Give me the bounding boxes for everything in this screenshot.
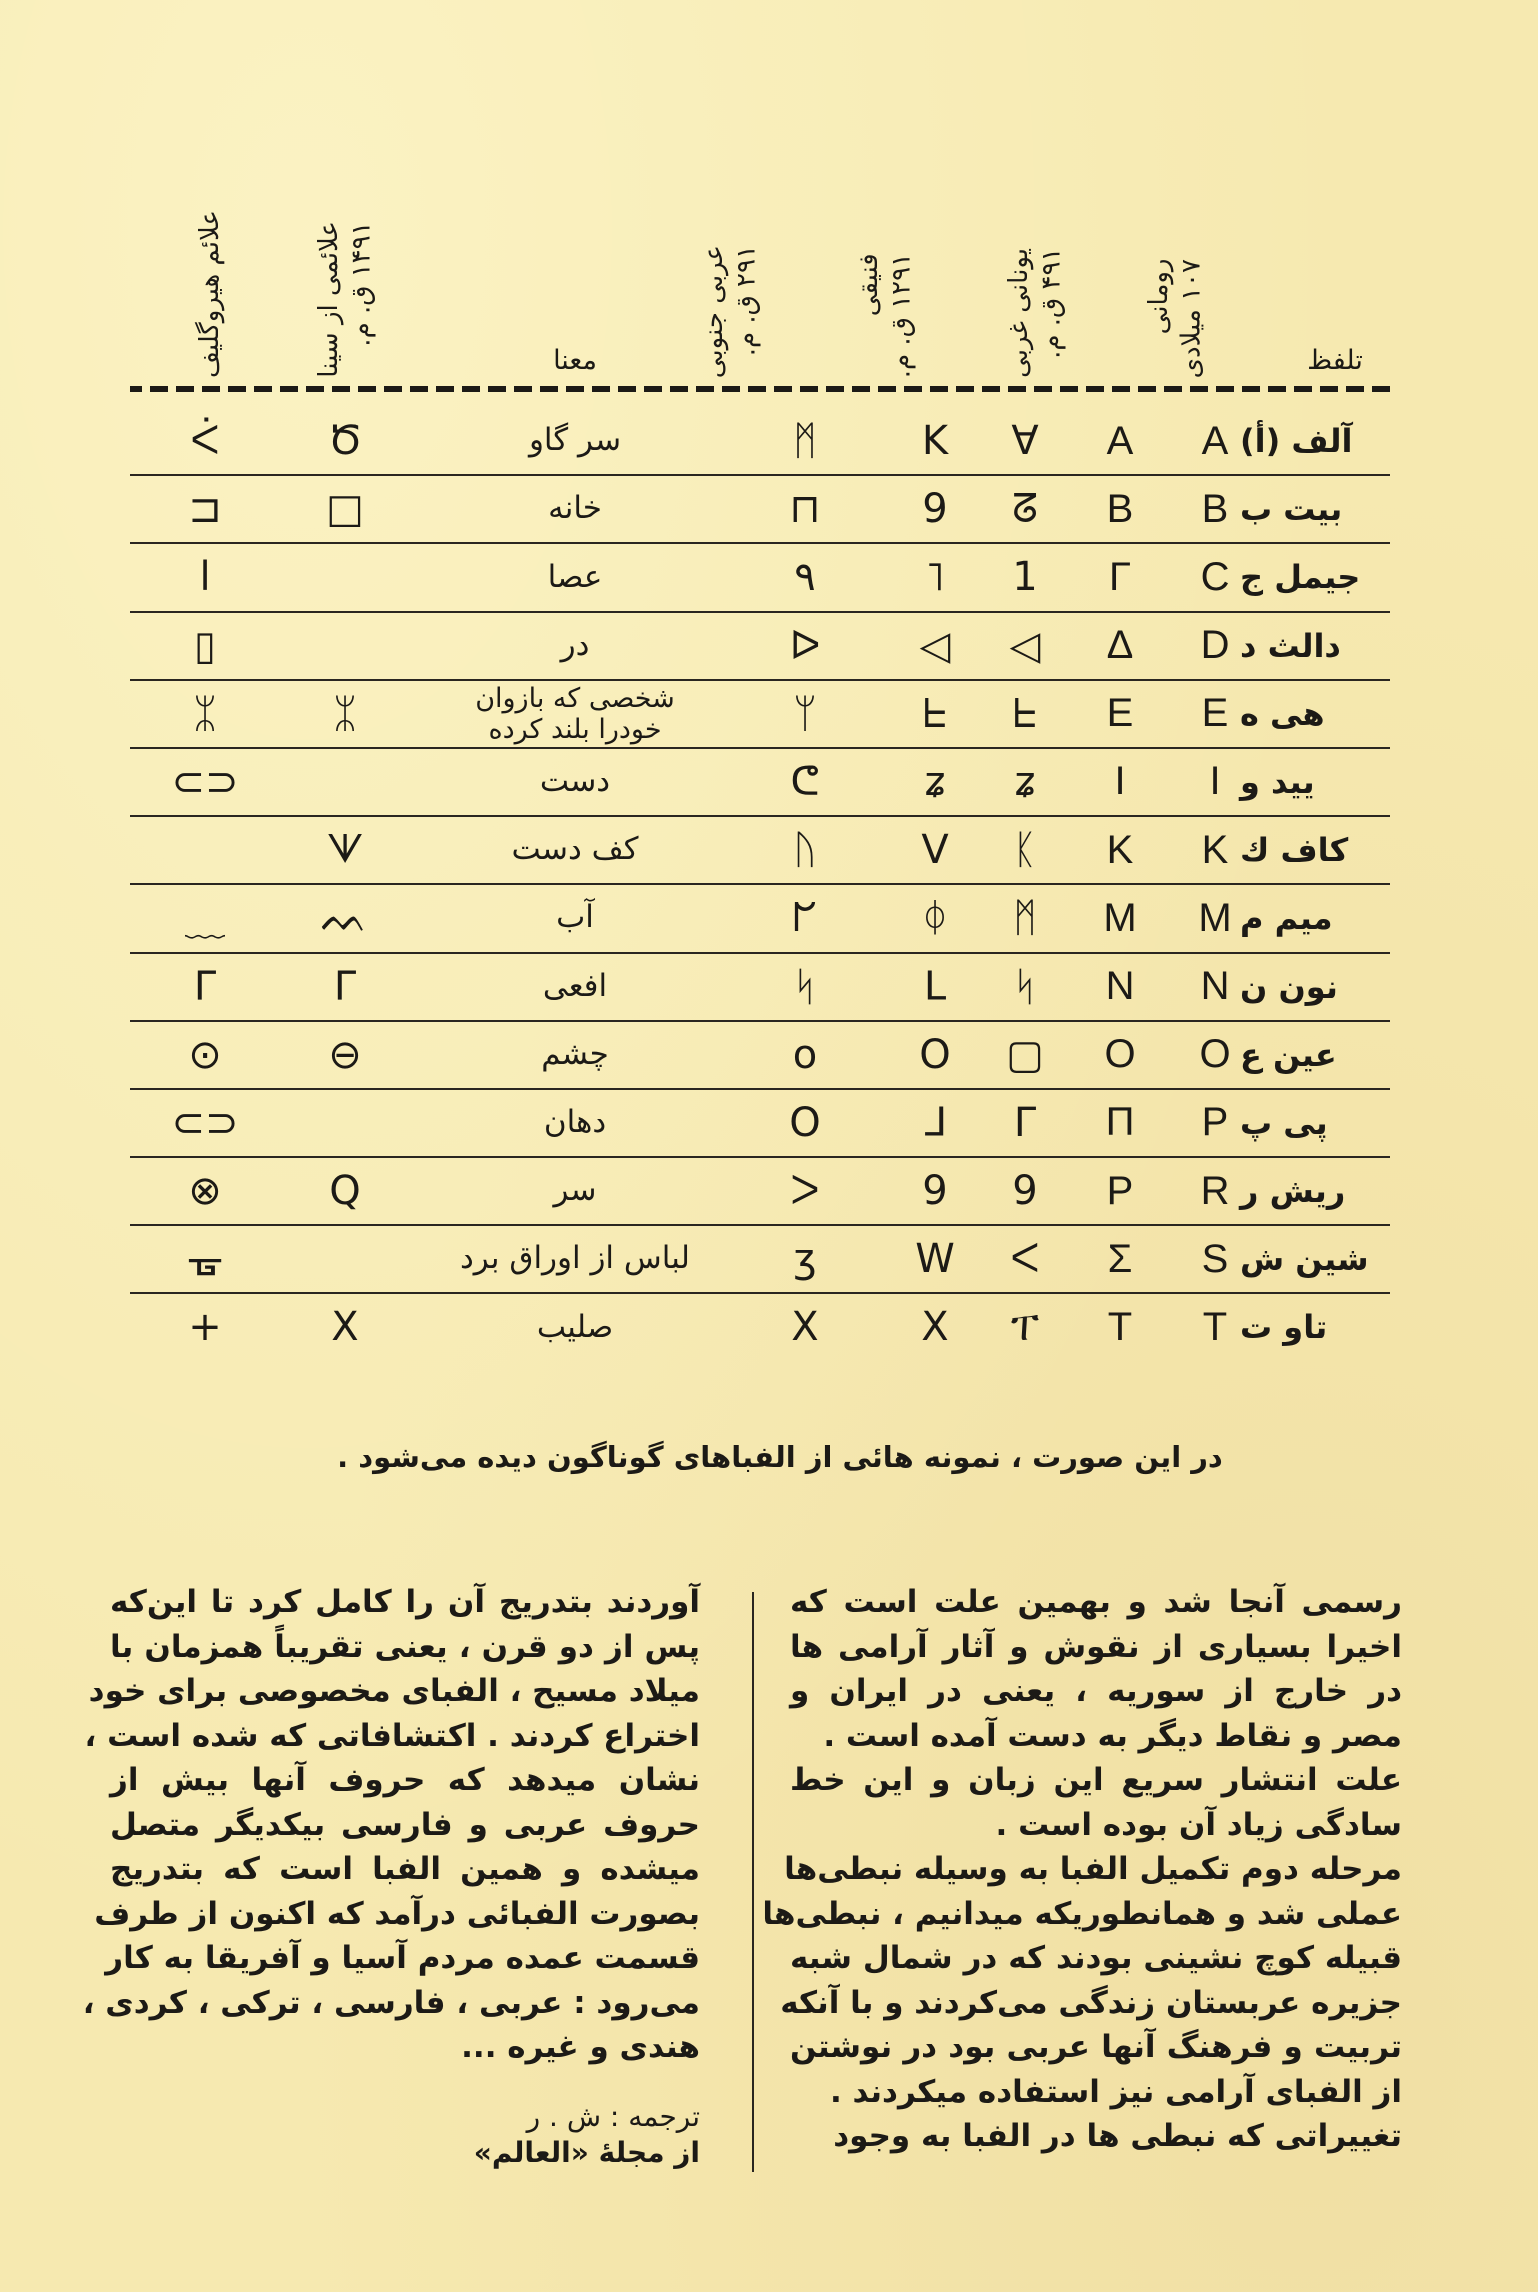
south-arabian-cell: ᖸ (792, 895, 818, 942)
article-column-left (82, 1580, 700, 2070)
hieroglyph-cell: ᒥ (193, 963, 217, 1010)
alphabet-table (130, 160, 1390, 1400)
meaning-cell: شخصی که بازوان خودرا بلند کرده (475, 682, 675, 745)
letter-name-cell: ریش ر (1240, 1172, 1346, 1211)
text-line: اخیرا بسیاری از نقوش و آثار آرامی ها (790, 1628, 1402, 1665)
text-line: از الفبای آرامی نیز استفاده میکردند . (829, 2073, 1402, 2110)
meaning-cell: در (560, 626, 590, 663)
hieroglyph-cell: ᛯ (193, 690, 217, 737)
roman-cell: I (1209, 759, 1221, 804)
header-phoenician-label: فنیقی ۱۲۹۱ ق. م. (853, 252, 916, 378)
greek-cell: K (1106, 827, 1134, 872)
meaning-cell: سر گاو (528, 422, 622, 459)
phoenician-cell: ᒪ (923, 963, 947, 1010)
meaning-cell: افعی (542, 967, 608, 1004)
table-row (130, 476, 1390, 544)
letter-name-cell: هی ه (1240, 694, 1325, 733)
text-line: در خارج از سوریه ، یعنی در ایران و (790, 1673, 1402, 1709)
greek-cell: A (1106, 418, 1134, 463)
header-greek-label: یونانی غربی ۴۹۱ ق. م. (1003, 248, 1066, 378)
phoenician-cell: W (915, 1236, 955, 1283)
south-arabian-cell: ᚢ (793, 827, 817, 874)
south-arabian-cell: ᛗ (793, 418, 817, 464)
roman-cell: O (1199, 1032, 1231, 1077)
text-line: بصورت الفبائی درآمد که اکنون از طرف (94, 1895, 700, 1932)
sinai-cell: X (331, 1304, 359, 1351)
hieroglyph-cell: ᚗ (189, 1236, 221, 1283)
hieroglyph-cell: ⊂⊃ (171, 1099, 239, 1146)
letter-name-cell: کاف ك (1240, 831, 1349, 870)
header-greek (980, 158, 1090, 378)
letter-name-cell: عین ع (1240, 1035, 1337, 1074)
sinai-cell (280, 1090, 410, 1156)
hieroglyph-cell: ⊙ (188, 1031, 222, 1078)
greek-archaic-cell: ᛗ (1013, 895, 1037, 942)
header-south-arabian-label: عربی جنوبی ۲۹۱ ق. م. (698, 244, 761, 378)
roman-cell: P (1201, 1100, 1229, 1145)
text-line: آوردند بتدریج آن را کامل کرد تا این‌که (110, 1584, 700, 1620)
south-arabian-cell: ᐳ (790, 1168, 820, 1215)
roman-cell: M (1198, 895, 1232, 940)
text-line: تربیت و فرهنگ آنها عربی بود در نوشتن (790, 2029, 1402, 2065)
phoenician-cell: ᖶ (923, 690, 947, 737)
header-meaning (520, 158, 630, 378)
meaning-cell: چشم (541, 1035, 609, 1072)
south-arabian-cell: ٩ (794, 554, 816, 601)
table-row (130, 954, 1390, 1022)
header-roman (1120, 158, 1230, 378)
table-row (130, 1226, 1390, 1294)
roman-cell: C (1200, 554, 1230, 599)
text-line: میشده و همین الفبا است که بتدریج (110, 1851, 700, 1887)
table-row (130, 613, 1390, 681)
sinai-cell: ᒥ (333, 963, 357, 1010)
hieroglyph-cell: ᐹ (190, 418, 220, 464)
greek-cell: Π (1105, 1100, 1135, 1145)
greek-archaic-cell: ᐸ (1010, 1236, 1040, 1283)
phoenician-cell: ◁ (919, 622, 951, 669)
table-row (130, 1158, 1390, 1226)
south-arabian-cell: Ο (789, 1099, 821, 1146)
south-arabian-cell: ⊓ (789, 486, 821, 533)
column-divider (752, 1592, 754, 2172)
greek-cell: M (1103, 895, 1137, 940)
meaning-cell: صلیب (536, 1308, 614, 1345)
header-sinai-label: علائمی از سینا ۱۴۹۱ ق. م. (313, 221, 376, 378)
letter-name-cell: یید و (1240, 762, 1315, 801)
roman-cell: A (1201, 418, 1229, 463)
meaning-cell: عصا (547, 558, 603, 595)
letter-name-cell: جیمل ج (1240, 558, 1361, 597)
roman-cell: E (1201, 691, 1229, 736)
roman-cell: B (1201, 486, 1229, 531)
table-row (130, 817, 1390, 885)
phoenician-cell: V (921, 827, 949, 874)
letter-name-cell: دالث د (1240, 626, 1341, 665)
greek-archaic-cell: 9 (1012, 1168, 1038, 1215)
sinai-cell: ᗐ (326, 827, 364, 874)
text-line: میلاد مسیح ، الفبای مخصوصی برای خود (88, 1673, 700, 1709)
hieroglyph-cell: ⊂⊃ (171, 758, 239, 805)
text-line: تغییراتی که نبطی ها در الفبا به وجود (833, 2118, 1402, 2154)
greek-cell: Γ (1108, 554, 1132, 599)
greek-archaic-cell: ▢ (1006, 1031, 1044, 1078)
south-arabian-cell: ᕦ (790, 758, 820, 805)
sinai-cell (280, 1226, 410, 1292)
table-row (130, 408, 1390, 476)
south-arabian-cell: ᛋ (793, 963, 817, 1010)
greek-archaic-cell: ʑ (1014, 758, 1036, 805)
greek-cell: Δ (1106, 623, 1134, 668)
greek-cell: Σ (1107, 1236, 1133, 1281)
south-arabian-cell: ᛘ (793, 690, 817, 737)
sinai-cell: Q (329, 1168, 361, 1215)
table-row (130, 1090, 1390, 1158)
sinai-cell (280, 544, 410, 610)
greek-archaic-cell: ◁ (1009, 622, 1041, 669)
hieroglyph-cell: ا (199, 554, 211, 601)
header-roman-label: رومانی ۱۰۷ میلادی (1143, 258, 1206, 378)
letter-name-cell: تاو ت (1240, 1308, 1328, 1347)
table-row (130, 681, 1390, 749)
greek-cell: T (1107, 1304, 1133, 1349)
meaning-cell: لباس از اوراق برد (460, 1240, 690, 1277)
letter-name-cell: شین ش (1240, 1240, 1369, 1279)
text-line: رسمی آنجا شد و بهمین علت است که (790, 1584, 1402, 1620)
header-sinai (290, 158, 400, 378)
greek-archaic-cell: ᛋ (1013, 963, 1037, 1010)
sinai-cell: ᛯ (333, 690, 357, 737)
dashed-divider (130, 386, 1390, 392)
greek-archaic-cell: ፐ (1010, 1304, 1040, 1351)
meaning-cell: دست (539, 763, 611, 800)
south-arabian-cell: ᐅ (789, 622, 821, 669)
meaning-cell: کف دست (511, 831, 639, 868)
article-column-right (762, 1580, 1402, 2159)
text-line: حروف عربی و فارسی بیکدیگر متصل (110, 1806, 700, 1843)
meaning-cell: سر (553, 1172, 597, 1209)
source-credit: از مجلهٔ «العالم» (473, 2136, 700, 2169)
roman-cell: N (1200, 964, 1230, 1008)
header-meaning-label: معنا (553, 345, 597, 377)
text-line: قسمت عمده مردم آسیا و آفریقا به کار (105, 1940, 700, 1976)
phoenician-cell: ᛰ (923, 895, 947, 942)
text-line: جزیره عربستان زندگی می‌کردند و با آنکه (780, 1984, 1402, 2021)
meaning-cell: خانه (548, 490, 602, 527)
roman-cell: R (1200, 1168, 1230, 1213)
table-row (130, 1294, 1390, 1362)
greek-archaic-cell: Ɐ (1011, 418, 1039, 464)
greek-cell: O (1104, 1032, 1136, 1077)
roman-cell: K (1201, 827, 1229, 872)
table-rows (130, 408, 1390, 1363)
greek-cell: E (1106, 691, 1134, 736)
sinai-cell: ᨓ (321, 895, 369, 942)
phoenician-cell: 9 (922, 1168, 948, 1215)
letter-name-cell: میم م (1240, 899, 1333, 938)
hieroglyph-cell (130, 817, 280, 883)
phoenician-cell: O (919, 1031, 951, 1078)
text-line: علت انتشار سریع این زبان و این خط (790, 1762, 1402, 1798)
text-line: مرحله دوم تکمیل الفبا به وسیله نبطی‌ها (784, 1851, 1402, 1887)
text-line: عملی شد و همانطوریکه میدانیم ، نبطی‌ها (762, 1895, 1402, 1932)
sinai-cell (280, 749, 410, 815)
text-line: پس از دو قرن ، یعنی تقریباً همزمان با (110, 1628, 700, 1665)
letter-name-cell: آلف (أ) (1240, 422, 1353, 460)
header-hieroglyph-label: علائم هیروگلیف (194, 209, 225, 378)
table-row (130, 885, 1390, 953)
meaning-cell: دهان (543, 1104, 607, 1141)
greek-cell: P (1106, 1168, 1134, 1213)
phoenician-cell: K (921, 418, 949, 464)
translator-credit: ترجمه : ش . ر (526, 2100, 700, 2133)
hieroglyph-cell: ▯ (194, 622, 217, 669)
sinai-cell: □ (326, 486, 364, 533)
meaning-cell: آب (556, 899, 594, 936)
hieroglyph-cell: ⊏ (188, 486, 222, 533)
phoenician-cell: X (921, 1304, 949, 1351)
sinai-cell (280, 613, 410, 679)
greek-cell: I (1114, 759, 1126, 804)
south-arabian-cell: o (792, 1031, 818, 1078)
roman-cell: D (1200, 623, 1230, 668)
text-line: سادگی زیاد آن بوده است . (995, 1806, 1402, 1843)
phoenician-cell: 9 (922, 486, 948, 533)
greek-cell: N (1105, 964, 1135, 1008)
roman-cell: T (1202, 1304, 1228, 1349)
greek-archaic-cell: ᛕ (1013, 827, 1037, 874)
greek-archaic-cell: ᘔ (1012, 486, 1038, 533)
greek-archaic-cell: Γ (1013, 1099, 1037, 1146)
phoenician-cell: ˥ (925, 554, 945, 601)
text-line: نشان میدهد که حروف آنها بیش از (110, 1762, 700, 1798)
sinai-cell: ⊖ (328, 1031, 362, 1078)
table-row (130, 1022, 1390, 1090)
hieroglyph-cell: + (188, 1304, 222, 1351)
greek-archaic-cell: ᖶ (1013, 690, 1037, 737)
header-pronunciation (1280, 158, 1390, 378)
text-line: اختراع کردند . اکتشافاتی که شده است ، (84, 1717, 700, 1754)
text-line: هندی و غیره ... (461, 2029, 700, 2065)
text-line: می‌رود : عربی ، فارسی ، ترکی ، کردی ، (82, 1984, 700, 2021)
greek-archaic-cell: 1 (1012, 554, 1038, 601)
south-arabian-cell: ʒ (793, 1236, 817, 1283)
text-line: مصر و نقاط دیگر به دست آمده است . (823, 1717, 1402, 1754)
header-phoenician (830, 158, 940, 378)
phoenician-cell: ʑ (924, 758, 946, 805)
text-line: قبیله کوچ نشینی بودند که در شمال شبه (790, 1940, 1402, 1976)
letter-name-cell: پی پ (1240, 1103, 1328, 1142)
south-arabian-cell: X (791, 1304, 819, 1351)
table-row (130, 749, 1390, 817)
sinai-cell: Ծ (327, 418, 363, 464)
table-row (130, 544, 1390, 612)
hieroglyph-cell: ﹏ (185, 898, 225, 945)
figure-caption: در این صورت ، نمونه هائی از الفباهای گوناگون دیده می‌شود . (337, 1440, 1223, 1474)
letter-name-cell: نون ن (1240, 967, 1338, 1006)
phoenician-cell: ᒧ (922, 1099, 948, 1146)
table-header (130, 160, 1390, 390)
header-south-arabian (675, 158, 785, 378)
roman-cell: S (1201, 1236, 1229, 1281)
greek-cell: B (1106, 486, 1134, 531)
header-hieroglyph (155, 158, 265, 378)
letter-name-cell: بیت ب (1240, 490, 1343, 529)
header-pronunciation-label: تلفظ (1307, 345, 1363, 377)
hieroglyph-cell: ⊗ (188, 1168, 222, 1215)
